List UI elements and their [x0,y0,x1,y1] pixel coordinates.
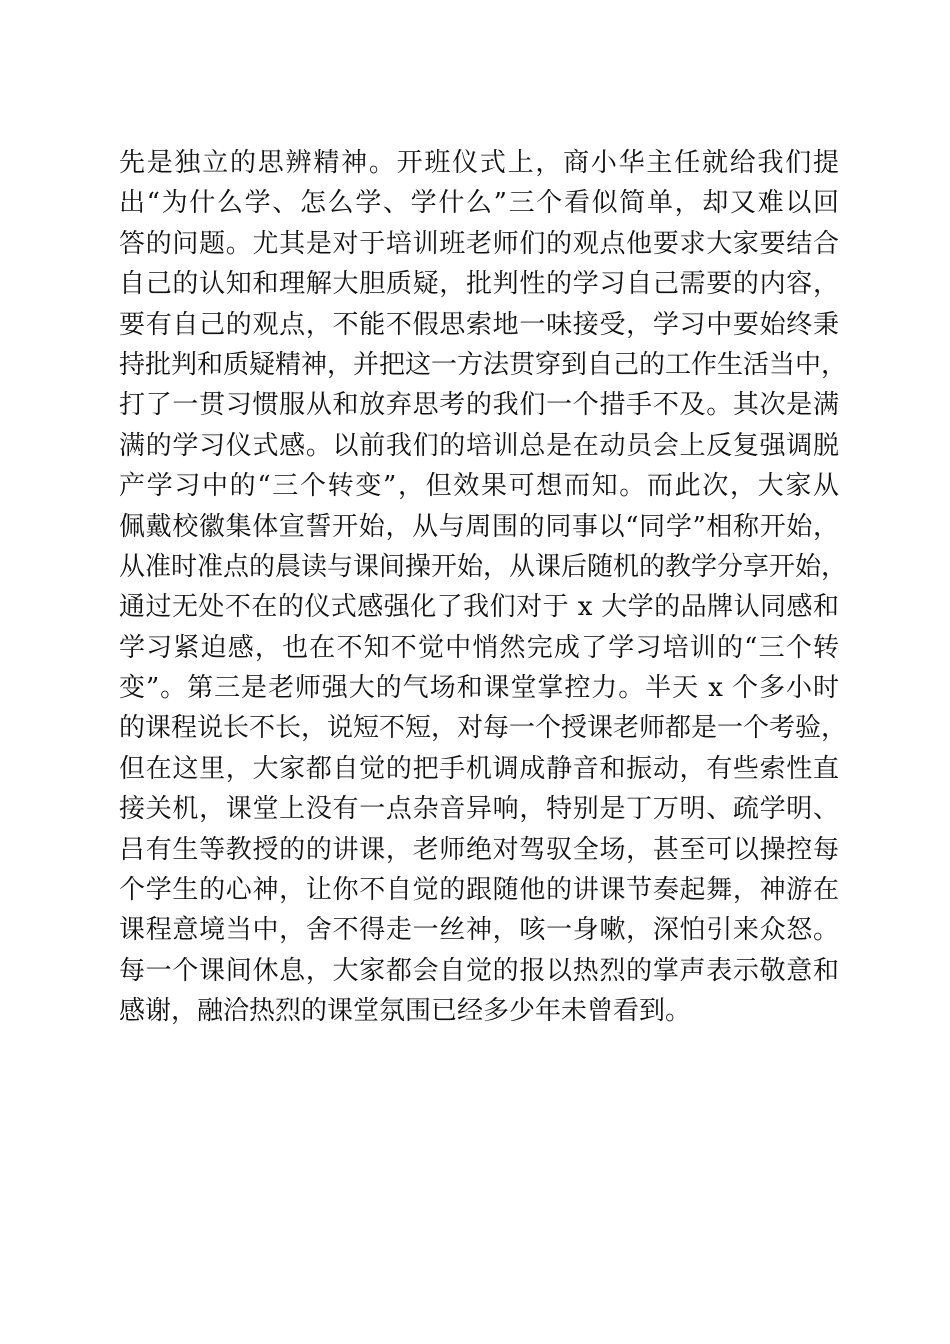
text-line: 课程意境当中，舍不得走一丝神，咳一身嗽，深怕引来众怒。 [119,915,839,946]
text-line: 的课程说长不长，说短不短，对每一个授课老师都是一个考验， [119,713,848,744]
text-line: 每一个课间休息，大家都会自觉的报以热烈的掌声表示敬意和 [119,955,839,986]
text-line: 出“为什么学、怎么学、学什么”三个看似简单，却又难以回 [119,188,839,219]
text-line: 佩戴校徽集体宣誓开始，从与周围的同事以“同学”相称开始， [119,511,839,542]
text-line: 接关机，课堂上没有一点杂音异响，特别是丁万明、疏学明、 [119,794,839,825]
text-line: 打了一贯习惯服从和放弃思考的我们一个措手不及。其次是满 [119,390,839,421]
text-line: 满的学习仪式感。以前我们的培训总是在动员会上反复强调脱 [119,430,839,461]
text-line: 产学习中的“三个转变”，但效果可想而知。而此次，大家从 [119,471,839,502]
text-line: 个学生的心神，让你不自觉的跟随他的讲课节奏起舞，神游在 [119,875,839,906]
text-line: 要有自己的观点，不能不假思索地一味接受，学习中要始终秉 [119,309,839,340]
text-line: 吕有生等教授的的讲课，老师绝对驾驭全场，甚至可以操控每 [119,834,839,865]
text-line: 通过无处不在的仪式感强化了我们对于 x 大学的品牌认同感和 [119,592,839,623]
text-line: 答的问题。尤其是对于培训班老师们的观点他要求大家要结合 [119,228,839,259]
text-line: 感谢，融洽热烈的课堂氛围已经多少年未曾看到。 [119,996,692,1027]
body-paragraph [119,143,848,1032]
text-line: 变”。第三是老师强大的气场和课堂掌控力。半天 x 个多小时 [119,673,839,704]
text-line: 但在这里，大家都自觉的把手机调成静音和振动，有些索性直 [119,753,839,784]
text-line: 先是独立的思辨精神。开班仪式上，商小华主任就给我们提 [119,148,839,178]
text-line: 学习紧迫感，也在不知不觉中悄然完成了学习培训的“三个转 [119,632,839,663]
text-line: 持批判和质疑精神，并把这一方法贯穿到自己的工作生活当中， [119,349,848,380]
text-line: 从准时准点的晨读与课间操开始，从课后随机的教学分享开始， [119,551,848,582]
text-line: 自己的认知和理解大胆质疑，批判性的学习自己需要的内容， [119,269,839,300]
